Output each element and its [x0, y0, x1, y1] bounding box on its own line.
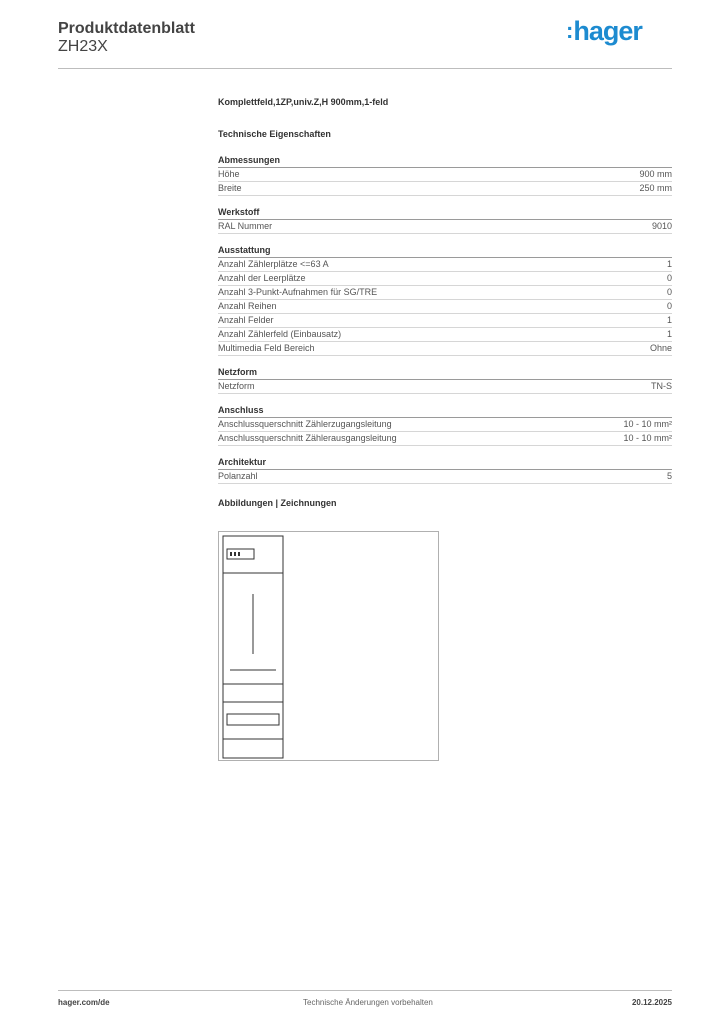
terminal-1	[230, 552, 232, 556]
spec-section	[218, 245, 672, 356]
spec-value: 5	[666, 471, 672, 481]
spec-row	[218, 220, 672, 234]
technical-heading: Technische Eigenschaften	[218, 129, 331, 139]
spec-value: 0	[666, 287, 672, 297]
terminal-3	[238, 552, 240, 556]
spec-row	[218, 258, 672, 272]
product-code: ZH23X	[58, 38, 108, 55]
spec-sections	[218, 155, 672, 484]
spec-value: 0	[666, 273, 672, 283]
spec-label: Höhe	[218, 169, 240, 179]
spec-row	[218, 182, 672, 196]
product-description: Komplettfeld,1ZP,univ.Z,H 900mm,1-feld	[218, 97, 389, 107]
spec-row	[218, 470, 672, 484]
spec-label: Multimedia Feld Bereich	[218, 343, 315, 353]
spec-label: Anzahl Felder	[218, 315, 274, 325]
section-heading: Ausstattung	[218, 245, 672, 258]
images-heading: Abbildungen | Zeichnungen	[218, 498, 337, 508]
spec-row	[218, 314, 672, 328]
spec-label: Netzform	[218, 381, 255, 391]
logo-colon-mark: :	[566, 18, 573, 43]
spec-value: 250 mm	[639, 183, 672, 193]
footer-date: 20.12.2025	[631, 998, 672, 1007]
footer-divider	[58, 990, 672, 991]
spec-value: 1	[666, 315, 672, 325]
section-heading: Abmessungen	[218, 155, 672, 168]
spec-section	[218, 367, 672, 394]
spec-label: Breite	[218, 183, 242, 193]
product-drawing	[218, 531, 439, 761]
spec-row	[218, 342, 672, 356]
spec-section	[218, 207, 672, 234]
terminal-2	[234, 552, 236, 556]
spec-value: 0	[666, 301, 672, 311]
hager-logo	[566, 16, 642, 47]
spec-label: Polanzahl	[218, 471, 258, 481]
spec-row	[218, 300, 672, 314]
spec-section	[218, 405, 672, 446]
spec-label: Anschlussquerschnitt Zählerausgangsleitung	[218, 433, 397, 443]
spec-label: Anzahl Zählerfeld (Einbausatz)	[218, 329, 342, 339]
spec-value: 10 - 10 mm²	[623, 433, 672, 443]
spec-value: 1	[666, 259, 672, 269]
spec-label: Anzahl Zählerplätze <=63 A	[218, 259, 329, 269]
spec-section	[218, 457, 672, 484]
spec-row	[218, 380, 672, 394]
cabinet-technical-drawing	[219, 532, 440, 762]
spec-label: Anzahl der Leerplätze	[218, 273, 306, 283]
product-content	[218, 97, 672, 510]
spec-label: Anzahl Reihen	[218, 301, 277, 311]
lower-slot	[227, 714, 279, 725]
footer-website[interactable]: hager.com/de	[58, 998, 110, 1007]
spec-value: TN-S	[651, 381, 672, 391]
spec-row	[218, 432, 672, 446]
section-heading: Netzform	[218, 367, 672, 380]
spec-value: 10 - 10 mm²	[623, 419, 672, 429]
spec-section	[218, 155, 672, 196]
spec-row	[218, 168, 672, 182]
spec-row	[218, 286, 672, 300]
spec-label: Anzahl 3-Punkt-Aufnahmen für SG/TRE	[218, 287, 378, 297]
spec-value: 1	[666, 329, 672, 339]
spec-value: 900 mm	[639, 169, 672, 179]
spec-row	[218, 328, 672, 342]
spec-row	[218, 418, 672, 432]
footer-disclaimer: Technische Änderungen vorbehalten	[303, 998, 433, 1007]
spec-row	[218, 272, 672, 286]
spec-value: 9010	[651, 221, 672, 231]
section-heading: Werkstoff	[218, 207, 672, 220]
logo-wordmark: hager	[573, 16, 642, 46]
spec-label: RAL Nummer	[218, 221, 273, 231]
spec-value: Ohne	[649, 343, 672, 353]
document-title: Produktdatenblatt	[58, 20, 195, 37]
spec-label: Anschlussquerschnitt Zählerzugangsleitung	[218, 419, 392, 429]
header-divider	[58, 68, 672, 69]
section-heading: Anschluss	[218, 405, 672, 418]
section-heading: Architektur	[218, 457, 672, 470]
